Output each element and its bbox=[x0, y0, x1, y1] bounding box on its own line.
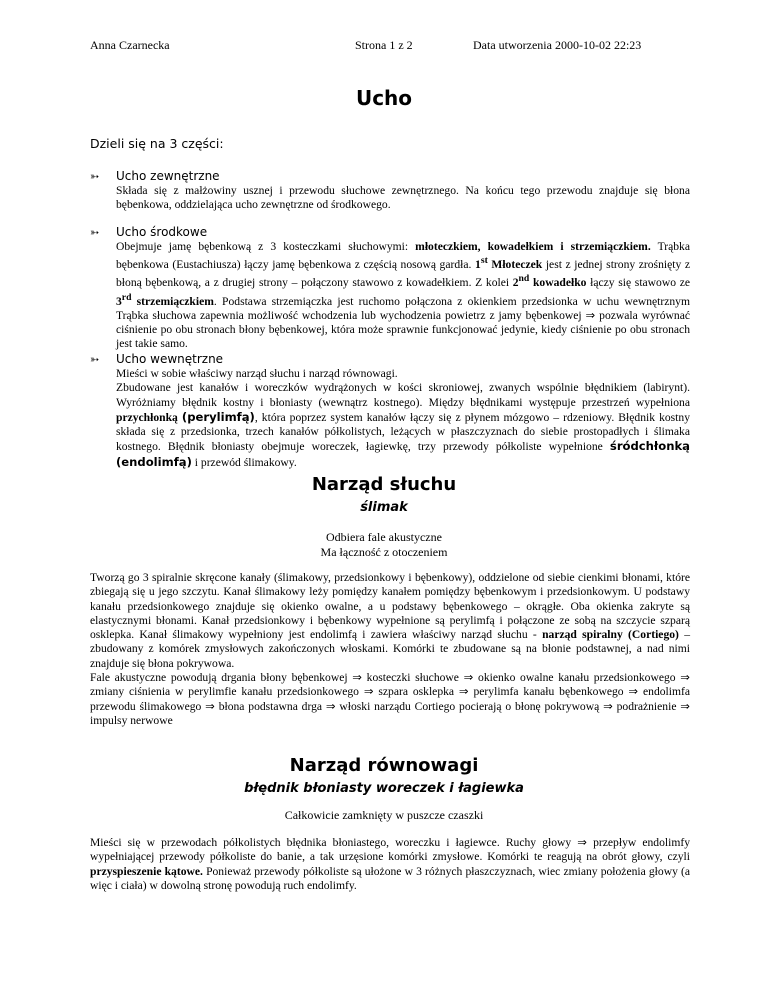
centered-line: Odbiera fale akustyczne bbox=[326, 530, 442, 544]
bullet-ucho-zewnetrzne: ➳ Ucho zewnętrzne bbox=[90, 169, 220, 183]
section-subtitle-bled-nik: błędnik błoniasty woreczek i łagiewka bbox=[244, 781, 524, 796]
arrow-bullet-icon: ➳ bbox=[90, 170, 100, 183]
section-title-narzad-sluchu: Narząd słuchu bbox=[311, 474, 457, 495]
paragraph-ucho-wewnetrzne: Mieści w sobie właściwy narząd słuchu i narząd równowagi. Zbudowane jest kanałów i woreczków wydrążonych w kości skroniowej, zwanych wspólnie błędnikiem (labirynt). Wyróżniamy błędnik kostny i błoniasty (wewnątrz kostnego). Między błędnikami występuje przestrzeń wypełniona przychłonką (perylimfą), która poprzez system kanałów łączy się z płynem mózgowo – rdzeniowy. Błędnik kostny składa się z przedsionka, trzech kanałów półkolistych, leżących w płaszczyznach do siebie prostopadłych i ślimaka kostnego. Błędnik błoniasty obejmuje woreczek, łagiewkę, trzy przewody półkoliste wypełnione śródchłonką (endolimfą) i przewód ślimakowy. bbox=[116, 367, 690, 469]
centered-line: Całkowicie zamknięty w puszcze czaszki bbox=[284, 808, 484, 822]
document-title: Ucho bbox=[355, 86, 413, 110]
arrow-bullet-icon: ➳ bbox=[90, 226, 100, 239]
section-title-narzad-rownowagi: Narząd równowagi bbox=[289, 755, 479, 776]
header-author: Anna Czarnecka bbox=[90, 38, 170, 52]
centered-line: Ma łączność z otoczeniem bbox=[320, 545, 448, 559]
intro-text: Dzieli się na 3 części: bbox=[90, 136, 224, 151]
paragraph-ucho-zewnetrzne: Składa się z małżowiny usznej i przewodu słuchowe zewnętrznego. Na końcu tego przewodu znajduje się błona bębenkowa, oddzielająca ucho zewnętrzne od środkowego. bbox=[116, 184, 690, 212]
bullet-ucho-wewnetrzne: ➳ Ucho wewnętrzne bbox=[90, 352, 224, 366]
section-subtitle-slimak: ślimak bbox=[360, 500, 408, 515]
header-creation-date: Data utworzenia 2000-10-02 22:23 bbox=[473, 38, 642, 52]
paragraph-narzad-rownowagi: Mieści się w przewodach półkolistych błędnika błoniastego, woreczku i łagiewce. Ruchy głowy ⇒ przepływ endolimfy wypełniającej przewody półkoliste do banie, a tak urzęsione komórki zmysłowe. Komórki te reagują na obrót głowy, czyli przyspieszenie kątowe. Ponieważ przewody półkoliste są ułożone w 3 różnych płaszczyznach, wiec zmiany położenia głowy (a więc i ciała) w dowolną stronę powodują ruch endolimfy. bbox=[90, 836, 691, 892]
arrow-bullet-icon: ➳ bbox=[90, 353, 100, 366]
bullet-ucho-srodkowe: ➳ Ucho środkowe bbox=[90, 225, 208, 239]
paragraph-ucho-srodkowe: Obejmuje jamę bębenkową z 3 kosteczkami słuchowymi: młoteczkiem, kowadełkiem i strzemiączkiem. Trąbka bębenkowa (Eustachiusza) łączy jamę bębenkowa z częścią nosową gardła. 1st Młoteczek jest z jednej strony zrośnięty z błoną bębenkową, a z drugiej strony – połączony stawowo z kowadełkiem. Z kolei 2nd kowadełko łączy się stawowo ze 3rd strzemiączkiem. Podstawa strzemiączka jest ruchomo połączona z okienkiem przedsionka w uchu wewnętrznym Trąbka słuchowa zapewnia możliwość wchodzenia lub wychodzenia powietrz z jamy bębenkowej ⇒ pozwala wyrównać ciśnienie po obu stronach błony bębenkowej, która może sprawnie funkcjonować jedynie, kiedy ciśnienie po obu stronach jest takie samo. bbox=[116, 240, 691, 351]
header-page-number: Strona 1 z 2 bbox=[355, 38, 413, 52]
paragraph-narzad-sluchu: Tworzą go 3 spiralnie skręcone kanały (ślimakowy, przedsionkowy i bębenkowy), oddzielone od siebie cienkimi błonami, które zbiegają się u jego szczytu. Kanał ślimakowy leży pomiędzy kanałem pomiędzy bębenkowym i przedsionkowym. U podstawy kanału przedsionkowego znajduje się okienko owalne, a u podstawy bębenkowego – okrągłe. Oba okienka zakryte są elastycznymi błonami. Kanał przedsionkowy i bębenkowy wypełnione są perylimfą i połączone ze sobą na szczycie szparą osklepka. Kanał ślimakowy wypełniony jest endolimfą i zawiera właściwy narząd słuchu - narząd spiralny (Cortiego) – zbudowany z komórek zmysłowych zakończonych włoskami. Komórki te zbudowane są na błonie podstawnej, a nad nimi znajduje się błona pokrywowa. Fale akustyczne powodują drgania błony bębenkowej ⇒ kosteczki słuchowe ⇒ okienko owalne kanału przedsionkowego ⇒ zmiany ciśnienia w perylimfie kanału przedsionkowego ⇒ szpara osklepka ⇒ perylimfa kanału bębenkowego ⇒ endolimfa przewodu ślimakowego ⇒ błona podstawna drga ⇒ włoski narządu Cortiego pocierają o błonę pokrywową ⇒ podrażnienie ⇒ impulsy nerwowe bbox=[90, 571, 690, 727]
